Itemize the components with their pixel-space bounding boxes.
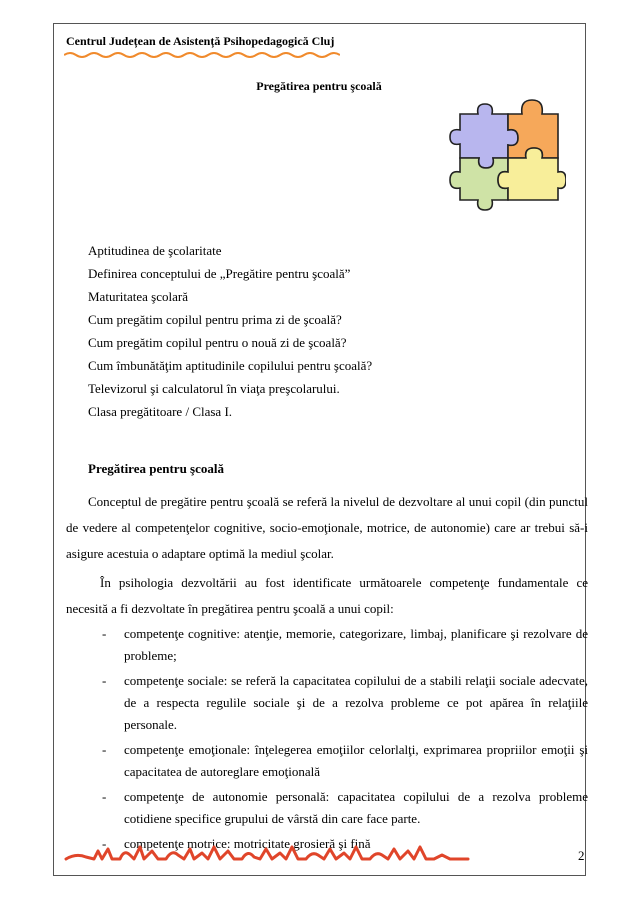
- paragraph-intro-competences: În psihologia dezvoltării au fost identificate următoarele competenţe fundamentale ce necesită a fi dezvoltate în pregătirea pentru şcoală a unui copil:: [66, 575, 588, 616]
- header-wave-divider: [64, 50, 340, 60]
- list-item-text: competenţe cognitive: atenţie, memorie, categorizare, limbaj, planificare şi rezolvare de probleme;: [124, 626, 588, 663]
- toc-item: Cum pregătim copilul pentru prima zi de şcoală?: [88, 312, 342, 327]
- toc-item: Cum pregătim copilul pentru o nouă zi de şcoală?: [88, 335, 347, 350]
- document-title: Pregătirea pentru şcoală: [256, 79, 382, 93]
- toc-item: Clasa pregătitoare / Clasa I.: [88, 404, 233, 419]
- list-item: [102, 786, 588, 830]
- list-item: [102, 670, 588, 736]
- list-item-text: competenţe de autonomie personală: capacitatea copilului de a rezolva probleme cotidiene specifice grupului de vârstă din care face parte.: [124, 789, 588, 826]
- list-item-text: competenţe sociale: se referă la capacitatea copilului de a stabili relaţii sociale adecvate, de a respecta regulile sociale şi de a rezolva probleme ce pot apărea în relaţiile personale.: [124, 673, 588, 732]
- bullet-dash: -: [102, 673, 107, 688]
- toc-item: Cum îmbunătăţim aptitudinile copilului pentru şcoală?: [88, 358, 373, 373]
- list-item-text: competenţe motrice: motricitate grosieră şi fină: [124, 836, 371, 851]
- puzzle-icon: [448, 92, 566, 214]
- footer-ornament: [64, 843, 470, 865]
- section-heading: Pregătirea pentru şcoală: [88, 461, 224, 476]
- list-item-text: competenţe emoţionale: înţelegerea emoţiilor celorlalţi, exprimarea propriilor emoţii şi capacitatea de autoreglare emoţională: [124, 742, 588, 779]
- paragraph-definition: Conceptul de pregătire pentru şcoală se referă la nivelul de dezvoltare al unui copil (din punctul de vedere al competenţelor cognitive, socio-emoţionale, motrice, de autonomie) care ar trebui să-i asigure acestuia o adaptare optimă la mediul şcolar.: [66, 494, 588, 561]
- table-of-contents: [88, 239, 372, 423]
- page-number: 2: [578, 848, 585, 863]
- bullet-dash: -: [102, 742, 107, 757]
- bullet-dash: -: [102, 789, 107, 804]
- toc-item: Definirea conceptului de „Pregătire pentru şcoală”: [88, 266, 351, 281]
- header-organization: Centrul Județean de Asistență Psihopedagogică Cluj: [66, 34, 335, 48]
- toc-item: Aptitudinea de şcolaritate: [88, 243, 222, 258]
- list-item: [102, 739, 588, 783]
- competences-list: [102, 623, 588, 858]
- toc-item: Maturitatea şcolară: [88, 289, 188, 304]
- list-item: [102, 623, 588, 667]
- bullet-dash: -: [102, 626, 107, 641]
- toc-item: Televizorul şi calculatorul în viaţa preşcolarului.: [88, 381, 340, 396]
- bullet-dash: -: [102, 836, 107, 851]
